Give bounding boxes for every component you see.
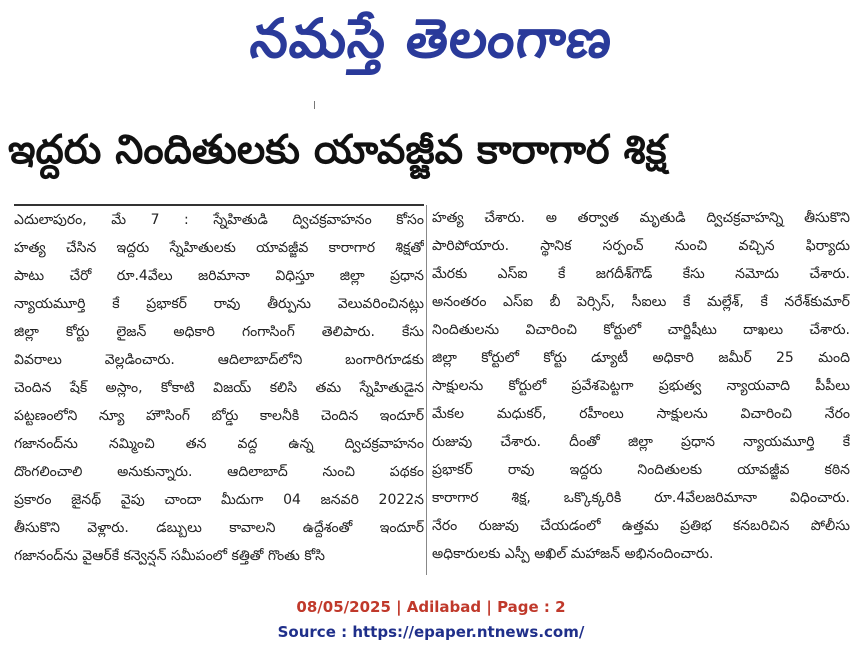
article-column-left [14,204,424,586]
article-text-line: నేరం రుజువు చేయడంలో ఉత్తమ ప్రతిభ కనబరిచిన పోలీసు [432,518,850,534]
article-text-line: ప్రభాకర్ రావు ఇద్దరు నిందితులకు యావజ్జీవ కఠిన [432,462,850,478]
article-text-line: వివరాలు వెల్లడించారు. ఆదిలాబాద్‌లోని బంగారిగూడకు [14,352,424,368]
article-text-line: అనంతరం ఎస్ఐ బీ పెర్సిస్, సీఐలు కే మల్లేశ్, కే నరేశ్‌కుమార్ [432,294,850,310]
article-text-line: పాటు చేరో రూ.4వేలు జరిమానా విధిస్తూ జిల్లా ప్రధాన [14,268,424,284]
article-text-line: హత్య చేశారు. అ తర్వాత మృతుడి ద్విచక్రవాహన్ని తీసుకొని [432,210,850,226]
divider-mark [314,101,315,109]
article-text-line: ప్రకారం జైనథ్ వైపు చాందా మీదుగా 04 జనవరి 2022న [14,492,424,508]
article-text-line: నిందితులను విచారించి కోర్టులో చార్జిషీటు దాఖలు చేశారు. [432,322,850,338]
article-column-right [432,204,850,584]
article-text-line: చెందిన షేక్ అస్లాం, కోకాటి విజయ్ కలిసి తమ స్నేహితుడైన [14,380,424,396]
article-text-line: న్యాయమూర్తి కే ప్రభాకర్ రావు తీర్పును వెలువరించినట్లు [14,296,424,312]
masthead [0,0,862,90]
edition-info: 08/05/2025 | Adilabad | Page : 2 [296,598,566,616]
article-text-line: మేకల మధుకర్, రహీంలు సాక్షులను విచారించి నేరం [432,406,850,422]
article-text-line: గజానంద్‌ను వైఆర్‌కే కన్వెన్షన్ సమీపంలో కత్తితో గొంతు కోసి [14,548,325,564]
article-text-line: రుజువు చేశారు. దీంతో జిల్లా ప్రధాన న్యాయమూర్తి కే [432,434,850,450]
article-headline: ఇద్దరు నిందితులకు యావజ్జీవ కారాగార శిక్ష [8,127,667,173]
newspaper-logo: నమస్తే తెలంగాణ [247,6,616,70]
article-text-line: అధికారులకు ఎస్పీ అఖిల్ మహాజన్ అభినందించారు. [432,546,714,562]
article-text-line: ఎదులాపురం, మే 7 : స్నేహితుడి ద్విచక్రవాహనం కోసం [14,212,424,228]
article-text-line: గజానంద్‌ను నమ్మించి తన వద్ద ఉన్న ద్విచక్రవాహనం [14,436,424,452]
article-text-line: పట్టణంలోని న్యూ హౌసింగ్ బోర్డు కాలనీకి చెందిన ఇందూర్ [14,408,424,424]
article-text-line: జిల్లా కోర్టు లైజన్ అధికారి గంగాసింగ్ తెలిపారు. కేసు [14,324,424,340]
article-text-line: తీసుకొని వెళ్లారు. డబ్బులు కావాలని ఉద్దేశంతో ఇందూర్ [14,520,424,536]
column-divider [426,205,427,575]
article-text-line: దొంగలించాలి అనుకున్నారు. ఆదిలాబాద్ నుంచి పథకం [14,464,424,480]
article-text-line: మేరకు ఎస్ఐ కే జగదీశ్‌గౌడ్ కేసు నమోదు చేశారు. [432,266,850,282]
article-text-line: సాక్షులను కోర్టులో ప్రవేశపెట్టగా ప్రభుత్వ న్యాయవాది పీపీలు [432,378,850,394]
article-text-line: పారిపోయారు. స్థానిక సర్పంచ్ నుంచి వచ్చిన ఫిర్యాదు [432,238,850,254]
article-text-line: జిల్లా కోర్టులో కోర్టు డ్యూటీ అధికారి జమీర్ 25 మంది [432,350,850,366]
source-link[interactable]: Source : https://epaper.ntnews.com/ [277,623,585,641]
article-text-line: హత్య చేసిన ఇద్దరు స్నేహితులకు యావజ్జీవ కారాగార శిక్షతో [14,240,424,256]
article-text-line: కారాగార శిక్ష, ఒక్కొక్కరికి రూ.4వేలజరిమానా విధించారు. [432,490,850,506]
